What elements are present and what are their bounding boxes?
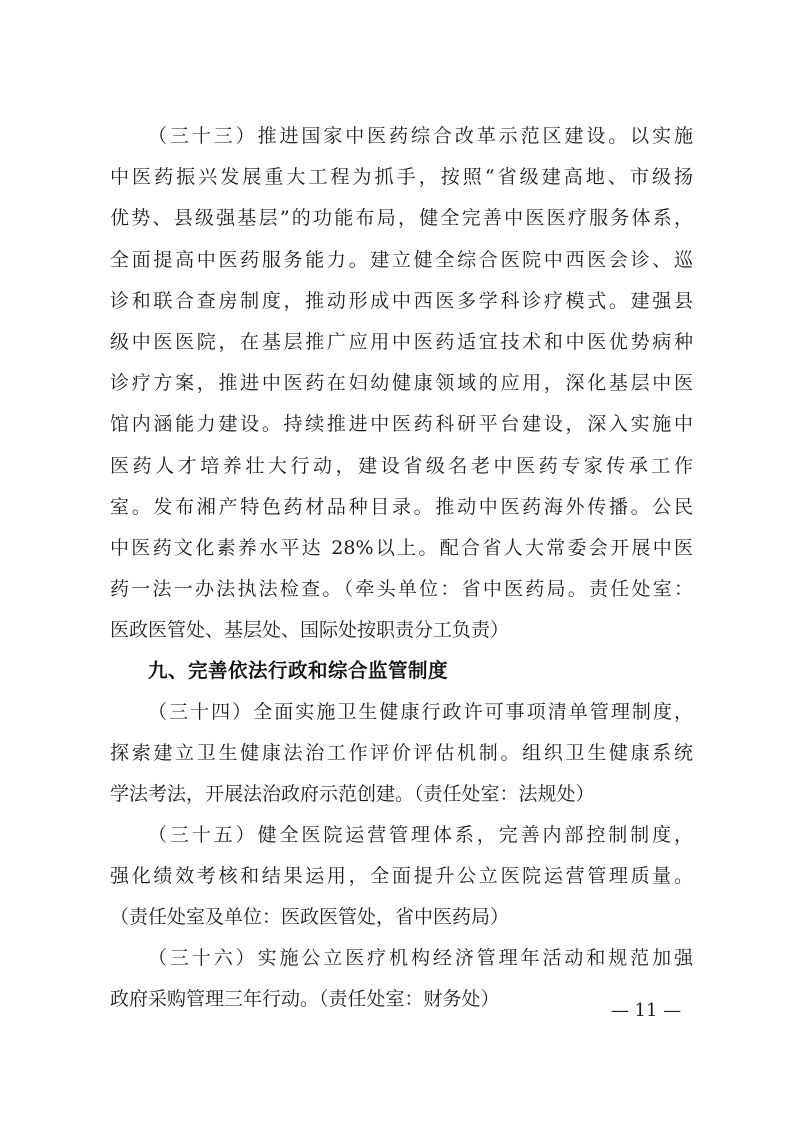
- paragraph-33-line: 馆内涵能力建设。持续推进中医药科研平台建设，深入实施中: [110, 413, 693, 435]
- paragraph-36-line: 政府采购管理三年行动。（责任处室：财务处）: [110, 988, 500, 1010]
- paragraph-34-line: 学法考法，开展法治政府示范创建。（责任处室：法规处）: [110, 783, 595, 805]
- page-number: — 11 —: [610, 1000, 682, 1021]
- paragraph-35-line: 强化绩效考核和结果运用，全面提升公立医院运营管理质量。: [110, 865, 693, 887]
- paragraph-33-line: 室。发布湘产特色药材品种目录。推动中医药海外传播。公民: [110, 496, 693, 518]
- paragraph-36-line: （三十六）实施公立医疗机构经济管理年活动和规范加强: [148, 947, 693, 969]
- paragraph-33-line: 医药人才培养壮大行动，建设省级名老中医药专家传承工作: [110, 455, 693, 477]
- paragraph-33-line: 中医药振兴发展重大工程为抓手，按照“省级建高地、市级扬: [110, 166, 693, 188]
- paragraph-34-line: 探索建立卫生健康法治工作评价评估机制。组织卫生健康系统: [110, 742, 693, 764]
- paragraph-33-line: 诊和联合查房制度，推动形成中西医多学科诊疗模式。建强县: [110, 290, 693, 312]
- paragraph-33-line: 优势、县级强基层”的功能布局，健全完善中医医疗服务体系，: [110, 207, 693, 229]
- paragraph-33-line: 医政医管处、基层处、国际处按职责分工负责）: [110, 619, 510, 641]
- paragraph-33-line: 级中医医院，在基层推广应用中医药适宜技术和中医优势病种: [110, 331, 693, 353]
- paragraph-33-line: （三十三）推进国家中医药综合改革示范区建设。以实施: [148, 125, 693, 147]
- paragraph-33-line: 药一法一办法执法检查。（牵头单位：省中医药局。责任处室：: [110, 578, 693, 600]
- paragraph-33-line: 中医药文化素养水平达 28%以上。配合省人大常委会开展中医: [110, 537, 693, 559]
- paragraph-33-line: 诊疗方案，推进中医药在妇幼健康领域的应用，深化基层中医: [110, 372, 693, 394]
- paragraph-34-line: （三十四）全面实施卫生健康行政许可事项清单管理制度，: [148, 701, 693, 723]
- paragraph-33-line: 全面提高中医药服务能力。建立健全综合医院中西医会诊、巡: [110, 249, 693, 271]
- paragraph-35-line: （三十五）健全医院运营管理体系，完善内部控制制度，: [148, 824, 693, 846]
- paragraph-35-line: （责任处室及单位：医政医管处，省中医药局）: [110, 906, 510, 928]
- section-heading: 九、完善依法行政和综合监管制度: [148, 659, 449, 682]
